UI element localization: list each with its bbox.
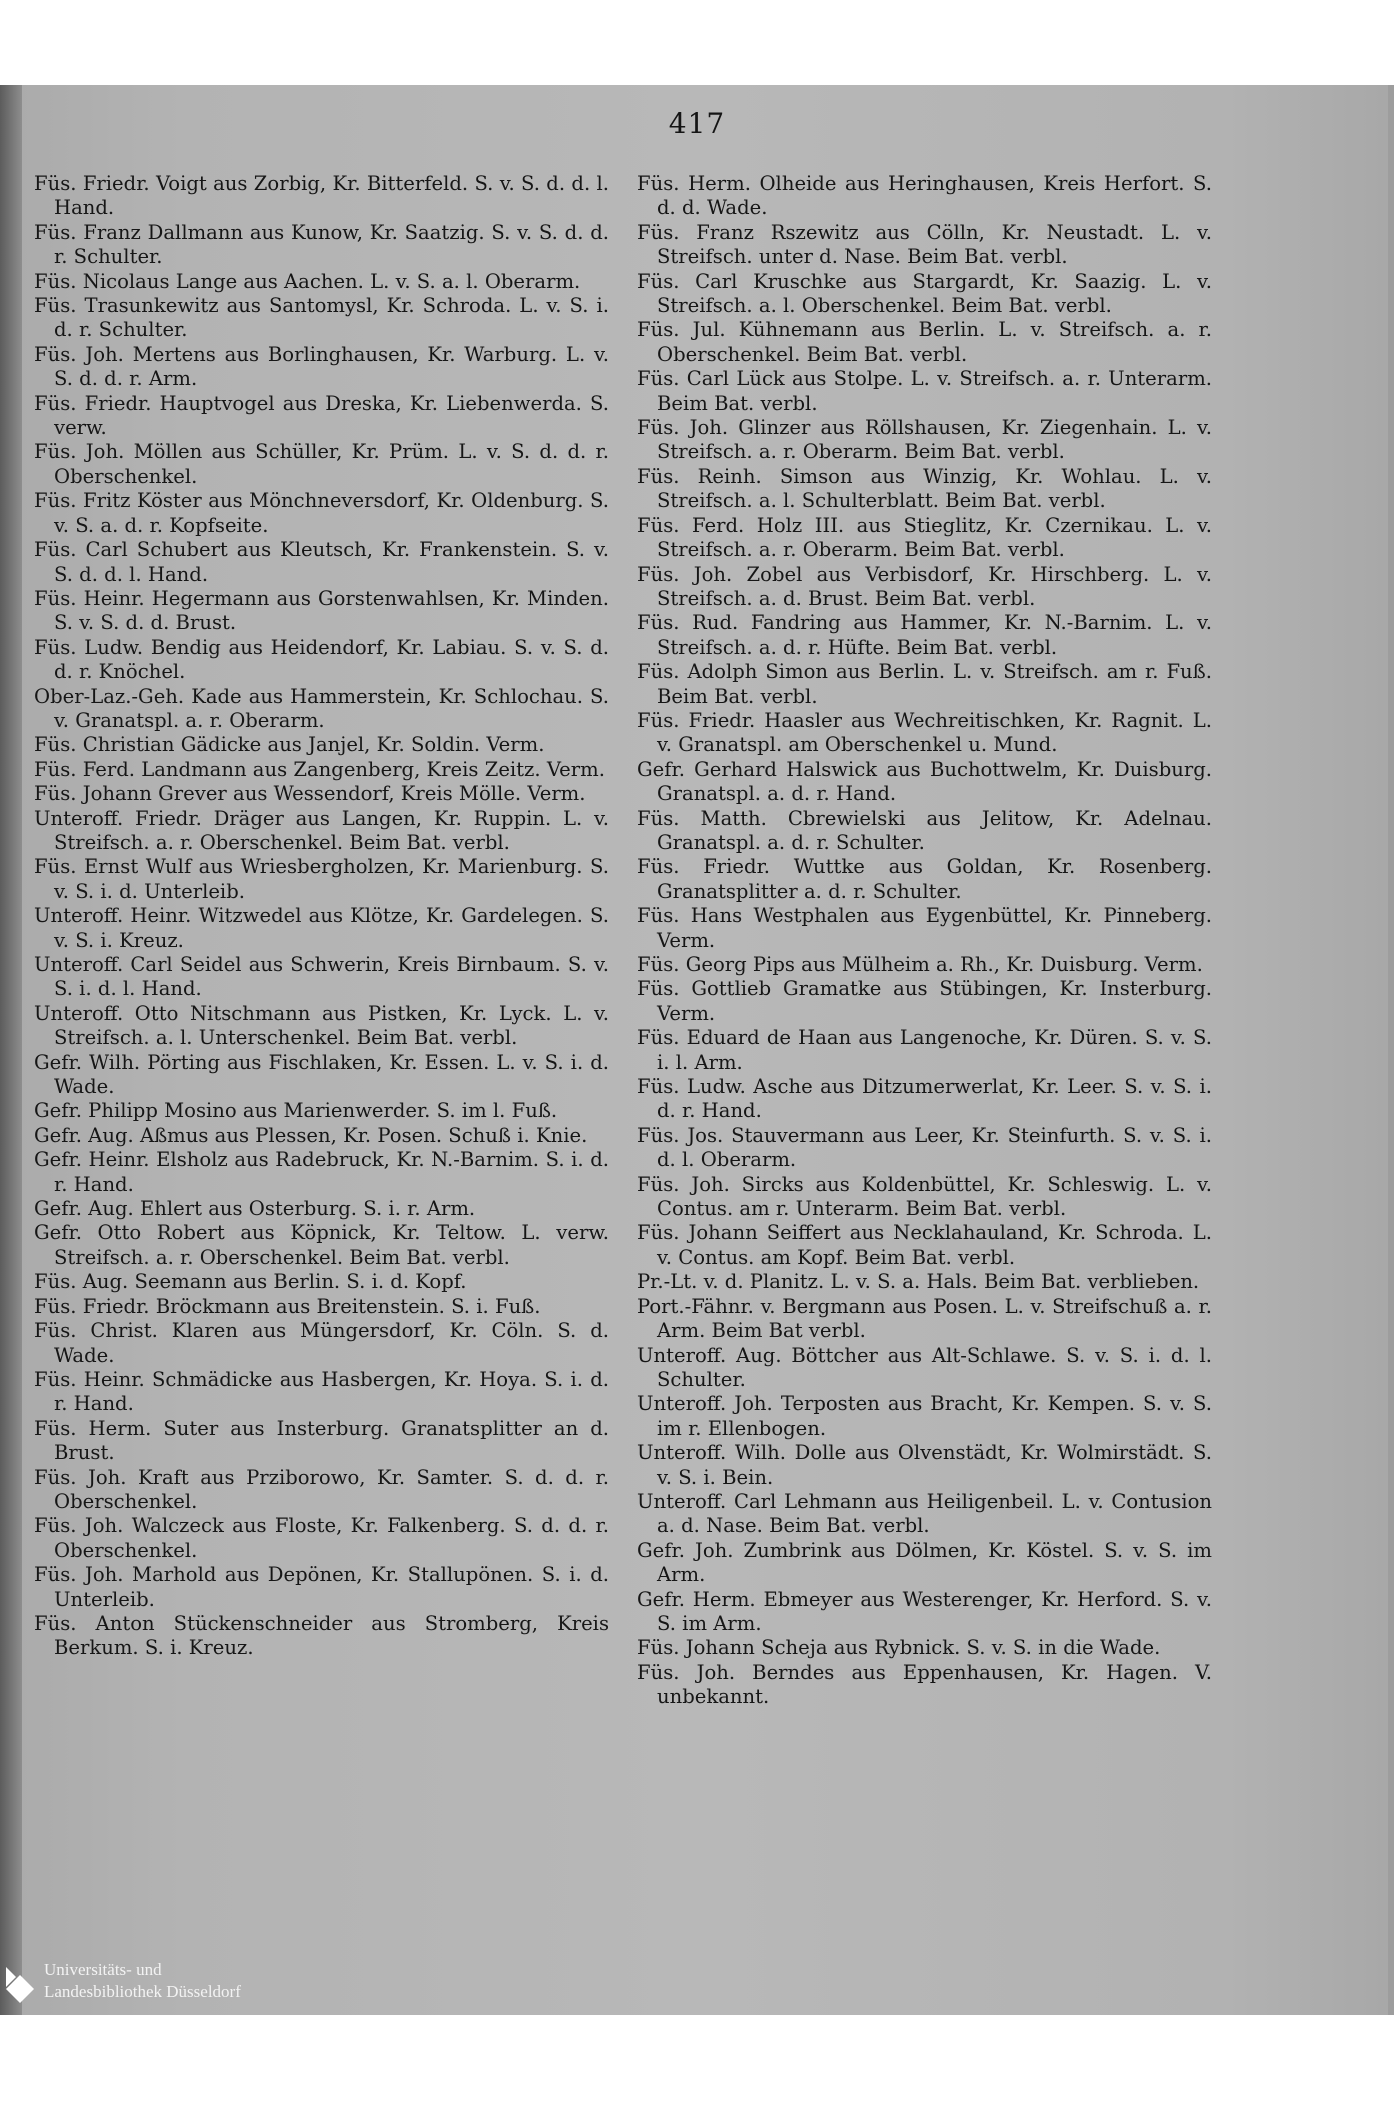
casualty-entry: Füs. Christ. Klaren aus Müngersdorf, Kr. Cöln. S. d. Wade. xyxy=(34,1319,609,1367)
casualty-entry: Unteroff. Carl Seidel aus Schwerin, Kreis Birnbaum. S. v. S. i. d. l. Hand. xyxy=(34,953,609,1001)
library-name xyxy=(44,1959,241,2003)
casualty-entry: Unteroff. Friedr. Dräger aus Langen, Kr. Ruppin. L. v. Streifsch. a. r. Oberschenkel. Beim Bat. verbl. xyxy=(34,806,609,854)
binding-shadow xyxy=(0,85,22,2015)
casualty-entry: Füs. Joh. Mertens aus Borlinghausen, Kr. Warburg. L. v. S. d. d. r. Arm. xyxy=(34,342,609,391)
casualty-entry: Pr.-Lt. v. d. Planitz. L. v. S. a. Hals. Beim Bat. verblieben. xyxy=(637,1270,1200,1294)
casualty-entry: Füs. Ferd. Landmann aus Zangenberg, Kreis Zeitz. Verm. xyxy=(34,757,605,781)
casualty-entry: Unteroff. Wilh. Dolle aus Olvenstädt, Kr. Wolmirstädt. S. v. S. i. Bein. xyxy=(637,1441,1212,1489)
casualty-entry: Füs. Trasunkewitz aus Santomysl, Kr. Schroda. L. v. S. i. d. r. Schulter. xyxy=(34,294,609,342)
casualty-entry: Füs. Franz Rszewitz aus Cölln, Kr. Neustadt. L. v. Streifsch. unter d. Nase. Beim Bat. verbl. xyxy=(637,220,1212,269)
casualty-entry: Füs. Heinr. Hegermann aus Gorstenwahlsen, Kr. Minden. S. v. S. d. d. Brust. xyxy=(34,586,609,635)
casualty-entry: Füs. Hans Westphalen aus Eygenbüttel, Kr. Pinneberg. Verm. xyxy=(637,904,1212,952)
casualty-entry: Unteroff. Heinr. Witzwedel aus Klötze, Kr. Gardelegen. S. v. S. i. Kreuz. xyxy=(34,904,609,952)
casualty-entry: Unteroff. Joh. Terposten aus Bracht, Kr. Kempen. S. v. S. im r. Ellenbogen. xyxy=(637,1392,1212,1440)
casualty-entry: Unteroff. Carl Lehmann aus Heiligenbeil. L. v. Contusion a. d. Nase. Beim Bat. verbl. xyxy=(637,1489,1212,1538)
casualty-entry: Füs. Franz Dallmann aus Kunow, Kr. Saatzig. S. v. S. d. d. r. Schulter. xyxy=(34,220,609,269)
casualty-entry: Füs. Joh. Möllen aus Schüller, Kr. Prüm. L. v. S. d. d. r. Oberschenkel. xyxy=(34,440,609,488)
casualty-entry: Gefr. Heinr. Elsholz aus Radebruck, Kr. N.-Barnim. S. i. d. r. Hand. xyxy=(34,1148,609,1196)
casualty-entry: Ober-Laz.-Geh. Kade aus Hammerstein, Kr. Schlochau. S. v. Granatspl. a. r. Oberarm. xyxy=(34,684,609,732)
casualty-entry: Füs. Ernst Wulf aus Wriesbergholzen, Kr. Marienburg. S. v. S. i. d. Unterleib. xyxy=(34,855,609,903)
casualty-entry: Füs. Ludw. Asche aus Ditzumerwerlat, Kr. Leer. S. v. S. i. d. r. Hand. xyxy=(637,1075,1212,1123)
casualty-entry: Gefr. Herm. Ebmeyer aus Westerenger, Kr. Herford. S. v. S. im Arm. xyxy=(637,1587,1212,1635)
casualty-entry: Füs. Jos. Stauvermann aus Leer, Kr. Steinfurth. S. v. S. i. d. l. Oberarm. xyxy=(637,1123,1212,1172)
casualty-entry: Füs. Joh. Marhold aus Depönen, Kr. Stallupönen. S. i. d. Unterleib. xyxy=(34,1563,609,1611)
casualty-entry: Füs. Georg Pips aus Mülheim a. Rh., Kr. Duisburg. Verm. xyxy=(637,953,1203,976)
library-watermark xyxy=(0,1955,420,2013)
casualty-entry: Port.-Fähnr. v. Bergmann aus Posen. L. v. Streifschuß a. r. Arm. Beim Bat verbl. xyxy=(637,1294,1212,1343)
casualty-entry: Füs. Eduard de Haan aus Langenoche, Kr. Düren. S. v. S. i. l. Arm. xyxy=(637,1026,1212,1074)
casualty-entry: Füs. Friedr. Haasler aus Wechreitischken, Kr. Ragnit. L. v. Granatspl. am Oberschenkel u. Mund. xyxy=(637,708,1212,757)
casualty-entry: Füs. Ferd. Holz III. aus Stieglitz, Kr. Czernikau. L. v. Streifsch. a. r. Oberarm. Beim Bat. verbl. xyxy=(637,513,1212,562)
casualty-entry: Gefr. Wilh. Pörting aus Fischlaken, Kr. Essen. L. v. S. i. d. Wade. xyxy=(34,1050,609,1099)
casualty-entry: Unteroff. Aug. Böttcher aus Alt-Schlawe. S. v. S. i. d. l. Schulter. xyxy=(637,1343,1212,1391)
casualty-entry: Füs. Jul. Kühnemann aus Berlin. L. v. Streifsch. a. r. Oberschenkel. Beim Bat. verbl. xyxy=(637,318,1212,366)
casualty-entry: Füs. Herm. Suter aus Insterburg. Granatsplitter an d. Brust. xyxy=(34,1416,609,1465)
casualty-entry: Gefr. Aug. Ehlert aus Osterburg. S. i. r. Arm. xyxy=(34,1197,476,1221)
casualty-entry: Füs. Friedr. Wuttke aus Goldan, Kr. Rosenberg. Granatsplitter a. d. r. Schulter. xyxy=(637,855,1212,903)
casualty-entry: Füs. Reinh. Simson aus Winzig, Kr. Wohlau. L. v. Streifsch. a. l. Schulterblatt. Beim Bat. verbl. xyxy=(637,464,1212,513)
casualty-entry: Gefr. Philipp Mosino aus Marienwerder. S. im l. Fuß. xyxy=(34,1099,558,1123)
casualty-entry: Gefr. Aug. Aßmus aus Plessen, Kr. Posen. Schuß i. Knie. xyxy=(34,1123,588,1147)
casualty-entry: Füs. Christian Gädicke aus Janjel, Kr. Soldin. Verm. xyxy=(34,733,545,757)
casualty-entry: Füs. Joh. Walczeck aus Floste, Kr. Falkenberg. S. d. d. r. Oberschenkel. xyxy=(34,1514,609,1562)
casualty-entry: Füs. Johann Scheja aus Rybnick. S. v. S. in die Wade. xyxy=(637,1636,1161,1660)
casualty-entry: Gefr. Gerhard Halswick aus Buchottwelm, Kr. Duisburg. Granatspl. a. d. r. Hand. xyxy=(637,757,1212,806)
library-name-line1: Universitäts- und xyxy=(44,1960,162,1979)
casualty-entry: Füs. Friedr. Bröckmann aus Breitenstein. S. i. Fuß. xyxy=(34,1294,541,1318)
casualty-entry: Füs. Anton Stückenschneider aus Stromberg, Kreis Berkum. S. i. Kreuz. xyxy=(34,1611,609,1660)
casualty-entry: Füs. Joh. Sircks aus Koldenbüttel, Kr. Schleswig. L. v. Contus. am r. Unterarm. Beim Bat. verbl. xyxy=(637,1172,1212,1221)
library-logo-icon xyxy=(4,1961,36,2005)
casualty-entry: Füs. Aug. Seemann aus Berlin. S. i. d. Kopf. xyxy=(34,1270,467,1294)
left-column xyxy=(34,172,609,1661)
library-name-line2: Landesbibliothek Düsseldorf xyxy=(44,1982,241,2001)
casualty-entry: Füs. Friedr. Voigt aus Zorbig, Kr. Bitterfeld. S. v. S. d. d. l. Hand. xyxy=(34,172,609,220)
casualty-entry: Füs. Joh. Kraft aus Prziborowo, Kr. Samter. S. d. d. r. Oberschenkel. xyxy=(34,1465,609,1513)
casualty-entry: Füs. Carl Lück aus Stolpe. L. v. Streifsch. a. r. Unterarm. Beim Bat. verbl. xyxy=(637,367,1212,415)
casualty-entry: Füs. Matth. Cbrewielski aus Jelitow, Kr. Adelnau. Granatspl. a. d. r. Schulter. xyxy=(637,806,1212,854)
casualty-entry: Füs. Adolph Simon aus Berlin. L. v. Streifsch. am r. Fuß. Beim Bat. verbl. xyxy=(637,660,1212,708)
casualty-entry: Füs. Joh. Glinzer aus Röllshausen, Kr. Ziegenhain. L. v. Streifsch. a. r. Oberarm. Beim Bat. verbl. xyxy=(637,416,1212,464)
casualty-entry: Füs. Fritz Köster aus Mönchneversdorf, Kr. Oldenburg. S. v. S. a. d. r. Kopfseite. xyxy=(34,489,609,537)
casualty-entry: Füs. Herm. Olheide aus Heringhausen, Kreis Herfort. S. d. d. Wade. xyxy=(637,172,1212,220)
casualty-entry: Füs. Carl Schubert aus Kleutsch, Kr. Frankenstein. S. v. S. d. d. l. Hand. xyxy=(34,538,609,586)
right-column xyxy=(637,172,1212,1710)
casualty-entry: Füs. Rud. Fandring aus Hammer, Kr. N.-Barnim. L. v. Streifsch. a. d. r. Hüfte. Beim Bat. verbl. xyxy=(637,611,1212,659)
casualty-entry: Gefr. Otto Robert aus Köpnick, Kr. Teltow. L. verw. Streifsch. a. r. Oberschenkel. Beim Bat. verbl. xyxy=(34,1221,609,1269)
casualty-entry: Füs. Joh. Zobel aus Verbisdorf, Kr. Hirschberg. L. v. Streifsch. a. d. Brust. Beim Bat. verbl. xyxy=(637,562,1212,610)
casualty-entry: Füs. Johann Grever aus Wessendorf, Kreis Mölle. Verm. xyxy=(34,782,586,806)
casualty-entry: Unteroff. Otto Nitschmann aus Pistken, Kr. Lyck. L. v. Streifsch. a. l. Unterschenkel. Beim Bat. verbl. xyxy=(34,1001,609,1050)
page-number: 417 xyxy=(668,107,726,140)
casualty-entry: Füs. Johann Seiffert aus Necklahauland, Kr. Schroda. L. v. Contus. am Kopf. Beim Bat. verbl. xyxy=(637,1221,1212,1269)
casualty-entry: Füs. Gottlieb Gramatke aus Stübingen, Kr. Insterburg. Verm. xyxy=(637,977,1212,1025)
casualty-entry: Füs. Nicolaus Lange aus Aachen. L. v. S. a. l. Oberarm. xyxy=(34,269,581,293)
casualty-entry: Füs. Friedr. Hauptvogel aus Dreska, Kr. Liebenwerda. S. verw. xyxy=(34,391,609,440)
casualty-entry: Füs. Heinr. Schmädicke aus Hasbergen, Kr. Hoya. S. i. d. r. Hand. xyxy=(34,1367,609,1416)
casualty-entry: Füs. Ludw. Bendig aus Heidendorf, Kr. Labiau. S. v. S. d. d. r. Knöchel. xyxy=(34,635,609,684)
casualty-entry: Füs. Carl Kruschke aus Stargardt, Kr. Saazig. L. v. Streifsch. a. l. Oberschenkel. Beim Bat. verbl. xyxy=(637,269,1212,318)
casualty-entry: Gefr. Joh. Zumbrink aus Dölmen, Kr. Köstel. S. v. S. im Arm. xyxy=(637,1538,1212,1587)
casualty-entry: Füs. Joh. Berndes aus Eppenhausen, Kr. Hagen. V. unbekannt. xyxy=(637,1660,1212,1709)
